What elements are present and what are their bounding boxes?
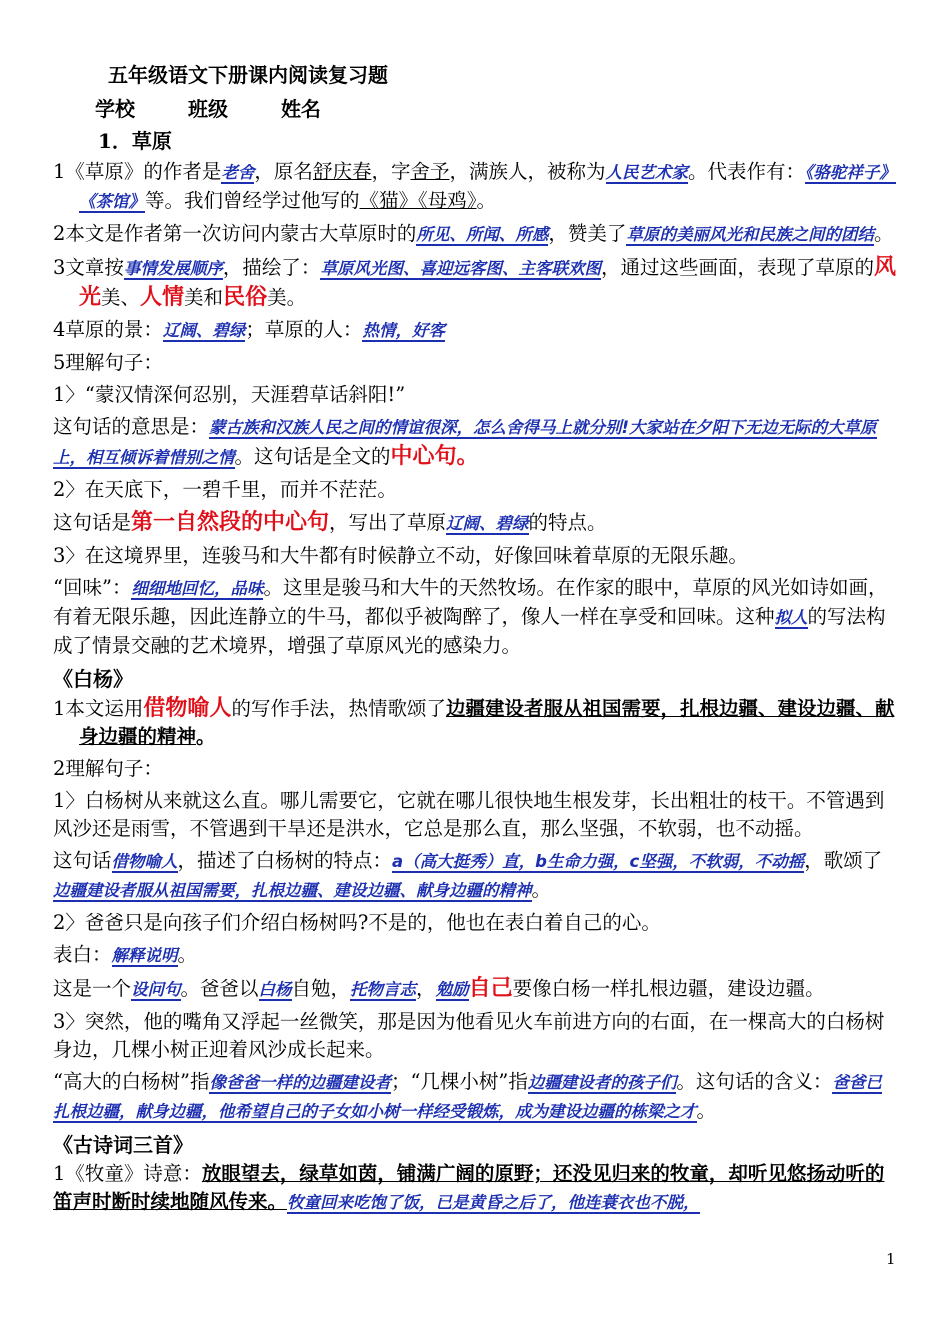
section-heading-grassland: 1．草原 bbox=[98, 129, 172, 153]
poplar-question-1: 1本文运用借物喻人的写作手法，热情歌颂了边疆建设者服从祖国需要，扎根边疆、建设边疆、献身边疆的精神。 bbox=[53, 695, 895, 748]
poplar-sentence-2-meaning: 这是一个设问句。爸爸以白杨自勉，托物言志，勉励自己要像白杨一样扎根边疆，建设边疆。 bbox=[53, 975, 825, 1001]
poplar-sentence-3-quote: 3〉突然，他的嘴角又浮起一丝微笑，那是因为他看见火车前进方向的右面，在一棵高大的白杨树身边，几棵小树正迎着风沙成长起来。 bbox=[53, 1010, 885, 1061]
name-label: 姓名 bbox=[280, 97, 321, 121]
question-3-structure: 3文章按事情发展顺序，描绘了：草原风光图、喜迎远客图、主客联欢图，通过这些画面，表现了草原的风光美、人情美和民俗美。 bbox=[53, 254, 896, 310]
question-1-author: 1《草原》的作者是老舍，原名舒庆春，字舍予，满族人，被称为人民艺术家。代表作有：《骆驼祥子》《茶馆》等。我们曾经学过他写的《猫》《母鸡》。 bbox=[53, 160, 896, 212]
document-title: 五年级语文下册课内阅读复习题 bbox=[108, 63, 388, 87]
question-5-heading: 5理解句子： bbox=[53, 351, 163, 374]
question-4-scenery: 4草原的景：辽阔、碧绿；草原的人：热情，好客 bbox=[53, 318, 445, 341]
section-heading-ancient-poems: 《古诗词三首》 bbox=[53, 1133, 193, 1157]
poplar-sentence-2-quote: 2〉爸爸只是向孩子们介绍白杨树吗?不是的，他也在表白着自己的心。 bbox=[53, 911, 661, 934]
student-info-row bbox=[53, 94, 898, 124]
sentence-2-meaning: 这句话是第一自然段的中心句，写出了草原辽阔、碧绿的特点。 bbox=[53, 509, 607, 535]
poplar-sentence-3-meaning: “高大的白杨树”指像爸爸一样的边疆建设者；“几棵小树”指边疆建设者的孩子们。这句话的含义：爸爸已扎根边疆，献身边疆，他希望自己的子女如小树一样经受锻炼，成为建设边疆的栋梁之才。 bbox=[53, 1070, 882, 1122]
sentence-1-meaning: 这句话的意思是：蒙古族和汉族人民之间的情谊很深，怎么舍得马上就分别!大家站在夕阳下无边无际的大草原上，相互倾诉着惜别之情。这句话是全文的中心句。 bbox=[53, 415, 877, 469]
poem-herdboy-meaning: 1《牧童》诗意：放眼望去，绿草如茵，铺满广阔的原野；还没见归来的牧童，却听见悠扬动听的笛声时断时续地随风传来。牧童回来吃饱了饭，已是黄昏之后了，他连蓑衣也不脱， bbox=[53, 1162, 885, 1213]
poplar-sentence-1-quote: 1〉白杨树从来就这么直。哪儿需要它，它就在哪儿很快地生根发芽，长出粗壮的枝干。不管遇到风沙还是雨雪，不管遇到干旱还是洪水，它总是那么直，那么坚强，不软弱，也不动摇。 bbox=[53, 789, 885, 840]
poplar-question-2-heading: 2理解句子： bbox=[53, 757, 163, 780]
section-heading-white-poplar: 《白杨》 bbox=[53, 667, 133, 691]
question-2-content: 2本文是作者第一次访问内蒙古大草原时的所见、所闻、所感，赞美了草原的美丽风光和民族之间的团结。 bbox=[53, 222, 894, 245]
school-label: 学校 bbox=[95, 97, 135, 121]
class-label: 班级 bbox=[187, 97, 228, 121]
document-body bbox=[53, 60, 898, 1221]
page-number: 1 bbox=[886, 1250, 896, 1268]
poplar-term-biaobai: 表白：解释说明。 bbox=[53, 943, 198, 966]
sentence-2-quote: 2〉在天底下，一碧千里，而并不茫茫。 bbox=[53, 478, 397, 501]
poplar-sentence-1-meaning: 这句话借物喻人，描述了白杨树的特点：a（高大挺秀）直，b生命力强，c坚强，不软弱，不动摇，歌颂了边疆建设者服从祖国需要，扎根边疆、建设边疆、献身边疆的精神。 bbox=[53, 849, 883, 901]
sentence-3-meaning: “回味”：细细地回忆，品味。这里是骏马和大牛的天然牧场。在作家的眼中，草原的风光如诗如画，有着无限乐趣，因此连静立的牛马，都似乎被陶醉了，像人一样在享受和回味。这种拟人的写法构成了情景交融的艺术境界，增强了草原风光的感染力。 bbox=[53, 576, 888, 657]
sentence-3-quote: 3〉在这境界里，连骏马和大牛都有时候静立不动，好像回味着草原的无限乐趣。 bbox=[53, 544, 748, 567]
sentence-1-quote: 1〉“蒙汉情深何忍别，天涯碧草话斜阳!” bbox=[53, 383, 406, 406]
